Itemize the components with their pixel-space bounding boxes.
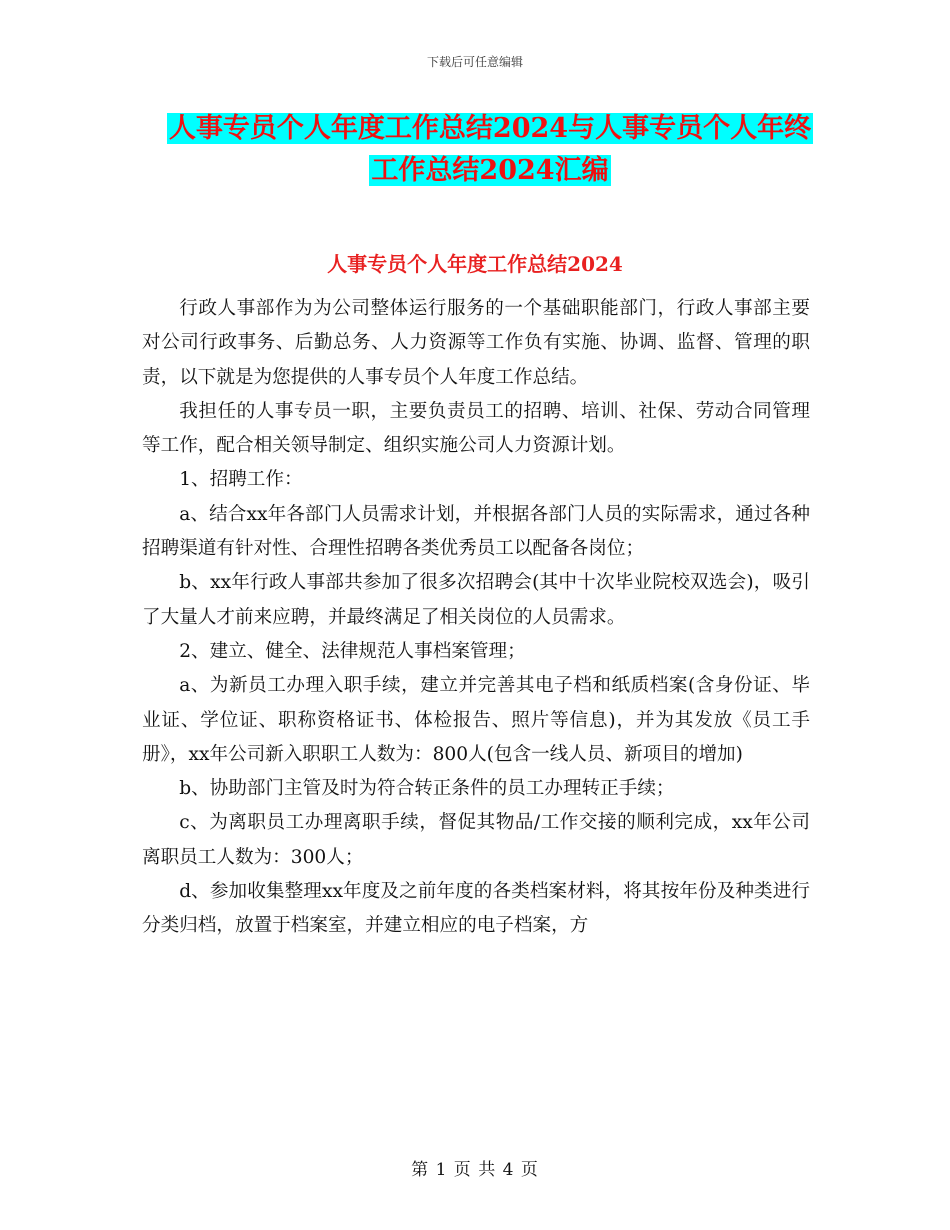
paragraph: b、xx年行政人事部共参加了很多次招聘会(其中十次毕业院校双选会)，吸引了大量人才前来应聘，并最终满足了相关岗位的人员需求。: [142, 572, 810, 628]
paragraph: a、为新员工办理入职手续，建立并完善其电子档和纸质档案(含身份证、毕业证、学位证、职称资格证书、体检报告、照片等信息)，并为其发放《员工手册》，xx年公司新入职职工人数为：800人(包含一线人员、新项目的增加): [142, 675, 810, 765]
paragraph: 我担任的人事专员一职，主要负责员工的招聘、培训、社保、劳动合同管理等工作，配合相关领导制定、组织实施公司人力资源计划。: [142, 400, 810, 457]
paragraph: 1、招聘工作：: [179, 469, 303, 491]
paragraph: c、为离职员工办理离职手续，督促其物品/工作交接的顺利完成，xx年公司离职员工人数为：300人；: [142, 812, 810, 868]
paragraph: 行政人事部作为为公司整体运行服务的一个基础职能部门，行政人事部主要对公司行政事务、后勤总务、人力资源等工作负有实施、协调、监督、管理的职责，以下就是为您提供的人事专员个人年度工作总结。: [142, 298, 810, 388]
body-text: [142, 292, 810, 944]
paragraph: a、结合xx年各部门人员需求计划，并根据各部门人员的实际需求，通过各种招聘渠道有针对性、合理性招聘各类优秀员工以配备各岗位；: [142, 503, 810, 560]
section-subtitle: 人事专员个人年度工作总结2024: [327, 252, 623, 276]
page-footer: 第 1 页 共 4 页: [411, 1160, 539, 1180]
header-note: 下载后可任意编辑: [426, 55, 523, 69]
title-line-2: 工作总结2024汇编: [371, 155, 609, 186]
title-line-1: 人事专员个人年度工作总结2024与人事专员个人年终: [168, 113, 812, 144]
paragraph: d、参加收集整理xx年度及之前年度的各类档案材料，将其按年份及种类进行分类归档，放置于档案室，并建立相应的电子档案，方: [142, 881, 810, 937]
paragraph: 2、建立、健全、法律规范人事档案管理；: [179, 640, 526, 662]
document-title: [140, 108, 840, 192]
paragraph: b、协助部门主管及时为符合转正条件的员工办理转正手续；: [179, 778, 675, 800]
